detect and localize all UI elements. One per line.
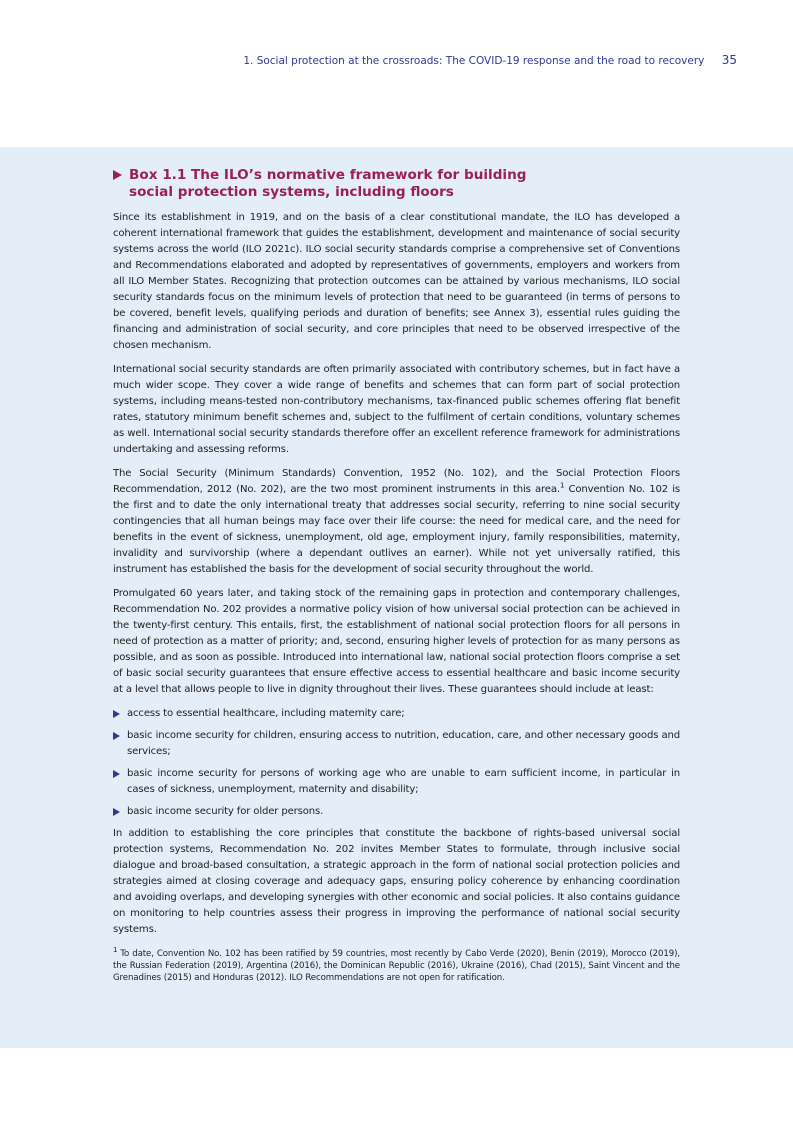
- list-item: [113, 728, 680, 760]
- footnote: [113, 948, 680, 984]
- running-header: [120, 53, 737, 67]
- list-item-text: basic income security for persons of working age who are unable to earn sufficient income, in particular in cases of sickness, unemployment, maternity and disability;: [127, 768, 680, 795]
- paragraph-3-part2: Convention No. 102 is the first and to date the only international treaty that addresses social security, referring to nine social security contingencies that all human beings may face over their life course: the need for medical care, and the need for benefits in the event of sickness, unemployment, old age, employment injury, family responsibilities, maternity, invalidity and survivorship (where a dependant outlives an earner). While not yet universally ratified, this instrument has established the basis for the development of social security throughout the world.: [113, 484, 680, 575]
- list-item-text: basic income security for older persons.: [127, 806, 324, 817]
- paragraph-3: [113, 466, 680, 578]
- paragraph-3-part1: The Social Security (Minimum Standards) Convention, 1952 (No. 102), and the Social Protection Floors Recommendation, 2012 (No. 202), are the two most prominent instruments in this area.: [113, 468, 680, 495]
- page-number: 35: [721, 53, 737, 67]
- triangle-bullet-icon: [113, 710, 120, 718]
- box-title: [113, 167, 680, 201]
- running-title: 1. Social protection at the crossroads: The COVID-19 response and the road to recovery: [243, 55, 705, 67]
- box-title-line1: Box 1.1 The ILO’s normative framework for building: [129, 167, 527, 183]
- guarantees-list: [113, 706, 680, 820]
- triangle-bullet-icon: [113, 170, 122, 180]
- list-item: [113, 804, 680, 820]
- triangle-bullet-icon: [113, 808, 120, 816]
- paragraph-5: In addition to establishing the core principles that constitute the backbone of rights-based universal social protection systems, Recommendation No. 202 invites Member States to formulate, through inclusive social dialogue and broad-based consultation, a strategic approach in the form of national social protection policies and strategies aimed at closing coverage and adequacy gaps, ensuring policy coherence by enhancing coordination and avoiding overlaps, and developing synergies with other economic and social policies. It also contains guidance on monitoring to help countries assess their progress in improving the performance of national social security systems.: [113, 828, 680, 935]
- footnote-reference[interactable]: 1: [559, 481, 565, 490]
- triangle-bullet-icon: [113, 770, 120, 778]
- paragraph-1: Since its establishment in 1919, and on the basis of a clear constitutional mandate, the ILO has developed a coherent international framework that guides the establishment, development and maintenance of social security systems across the world (ILO 2021c). ILO social security standards comprise a comprehensive set of Conventions and Recommendations elaborated and adopted by representatives of governments, employers and workers from all ILO Member States. Recognizing that protection outcomes can be attained by various mechanisms, ILO social security standards focus on the minimum levels of protection that need to be guaranteed (in terms of persons to be covered, benefit levels, qualifying periods and duration of benefits; see Annex 3), essential rules guiding the financing and administration of social security, and core principles that need to be observed irrespective of the chosen mechanism.: [113, 212, 680, 351]
- triangle-bullet-icon: [113, 732, 120, 740]
- footnote-mark: 1: [113, 946, 118, 955]
- paragraph-2: International social security standards are often primarily associated with contributory schemes, but in fact have a much wider scope. They cover a wide range of benefits and schemes that can form part of social protection systems, including means-tested non-contributory mechanisms, tax-financed public schemes offering flat benefit rates, statutory minimum benefit schemes and, subject to the fulfilment of certain conditions, voluntary schemes as well. International social security standards therefore offer an excellent reference framework for administrations undertaking and assessing reforms.: [113, 364, 680, 455]
- list-item: [113, 766, 680, 798]
- box-title-line2: social protection systems, including floors: [129, 184, 454, 200]
- list-item-text: basic income security for children, ensuring access to nutrition, education, care, and other necessary goods and services;: [127, 730, 680, 757]
- paragraph-4: Promulgated 60 years later, and taking stock of the remaining gaps in protection and contemporary challenges, Recommendation No. 202 provides a normative policy vision of how universal social protection can be achieved in the twenty-first century. This entails, first, the establishment of national social protection floors for all persons in need of protection as a matter of priority; and, second, ensuring higher levels of protection for as many persons as possible, and as soon as possible. Introduced into international law, national social protection floors comprise a set of basic social security guarantees that ensure effective access to essential healthcare and basic income security at a level that allows people to live in dignity throughout their lives. These guarantees should include at least:: [113, 588, 680, 695]
- box-content: [113, 167, 680, 984]
- list-item: [113, 706, 680, 722]
- list-item-text: access to essential healthcare, including maternity care;: [127, 708, 405, 719]
- footnote-text: To date, Convention No. 102 has been ratified by 59 countries, most recently by Cabo Verde (2020), Benin (2019), Morocco (2019), the Russian Federation (2019), Argentina (2016), the Dominican Republic (2016), Ukraine (2016), Chad (2015), Saint Vincent and the Grenadines (2015) and Honduras (2012). ILO Recommendations are not open for ratification.: [113, 949, 680, 983]
- box-1-1: [0, 147, 793, 1048]
